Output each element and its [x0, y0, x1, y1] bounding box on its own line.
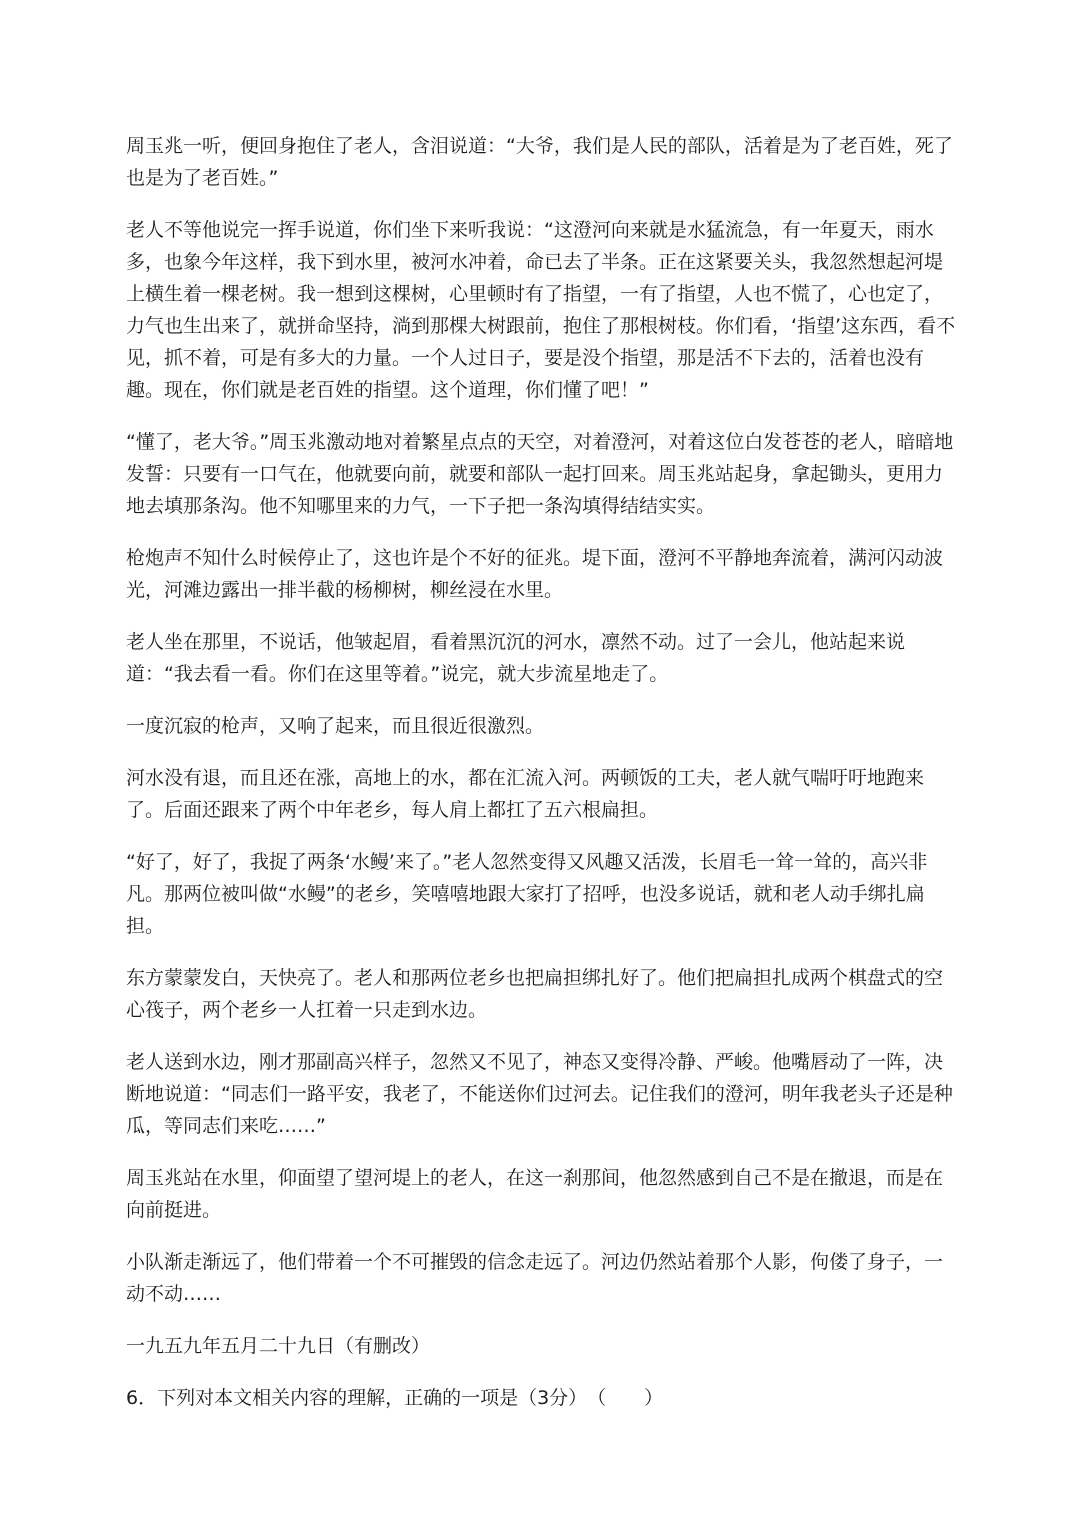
paragraph-2: 老人不等他说完一挥手说道，你们坐下来听我说：“这澄河向来就是水猛流急，有一年夏天，雨水多，也象今年这样，我下到水里，被河水冲着，命已去了半条。正在这紧要关头，我忽然想起河堤上横生着一棵老树。我一想到这棵树，心里顿时有了指望，一有了指望，人也不慌了，心也定了，力气也生出来了，就拼命坚持，淌到那棵大树跟前，抱住了那根树枝。你们看，‘指望’这东西，看不见，抓不着，可是有多大的力量。一个人过日子，要是没个指望，那是活不下去的，活着也没有趣。现在，你们就是老百姓的指望。这个道理，你们懂了吧！”: [126, 219, 956, 401]
paragraph-11: 周玉兆站在水里，仰面望了望河堤上的老人，在这一刹那间，他忽然感到自己不是在撤退，而是在向前挺进。: [126, 1167, 944, 1221]
paragraph-6: 一度沉寂的枪声，又响了起来，而且很近很激烈。: [126, 715, 545, 737]
paragraph-10: 老人送到水边，刚才那副高兴样子，忽然又不见了，神态又变得冷静、严峻。他嘴唇动了一阵，决断地说道：“同志们一路平安，我老了，不能送你们过河去。记住我们的澄河，明年我老头子还是种瓜，等同志们来吃……”: [126, 1051, 953, 1137]
date-signature: 一九五九年五月二十九日（有删改）: [126, 1335, 431, 1357]
paragraph-7: 河水没有退，而且还在涨，高地上的水，都在汇流入河。两顿饭的工夫，老人就气喘吁吁地跑来了。后面还跟来了两个中年老乡，每人肩上都扛了五六根扁担。: [126, 767, 925, 821]
paragraph-12: 小队渐走渐远了，他们带着一个不可摧毁的信念走远了。河边仍然站着那个人影，佝偻了身子，一动不动……: [126, 1251, 944, 1305]
paragraph-1: 周玉兆一听，便回身抱住了老人，含泪说道：“大爷，我们是人民的部队，活着是为了老百姓，死了也是为了老百姓。”: [126, 135, 953, 189]
paragraph-3: “懂了，老大爷。”周玉兆激动地对着繁星点点的天空，对着澄河，对着这位白发苍苍的老人，暗暗地发誓：只要有一口气在，他就要向前，就要和部队一起打回来。周玉兆站起身，拿起锄头，更用力地去填那条沟。他不知哪里来的力气，一下子把一条沟填得结结实实。: [126, 431, 954, 517]
document-page: [126, 130, 956, 1414]
paragraph-4: 枪炮声不知什么时候停止了，这也许是个不好的征兆。堤下面，澄河不平静地奔流着，满河闪动波光，河滩边露出一排半截的杨柳树，柳丝浸在水里。: [126, 547, 944, 601]
question-6: 6．下列对本文相关内容的理解，正确的一项是（3分） （ ）: [126, 1387, 664, 1409]
paragraph-5: 老人坐在那里，不说话，他皱起眉，看着黑沉沉的河水，凛然不动。过了一会儿，他站起来说道：“我去看一看。你们在这里等着。”说完，就大步流星地走了。: [126, 631, 906, 685]
paragraph-9: 东方蒙蒙发白，天快亮了。老人和那两位老乡也把扁担绑扎好了。他们把扁担扎成两个棋盘式的空心筏子，两个老乡一人扛着一只走到水边。: [126, 967, 944, 1021]
paragraph-8: “好了，好了，我捉了两条‘水鳗’来了。”老人忽然变得又风趣又活泼，长眉毛一耸一耸的，高兴非凡。那两位被叫做“水鳗”的老乡，笑嘻嘻地跟大家打了招呼，也没多说话，就和老人动手绑扎扁担。: [126, 851, 928, 937]
